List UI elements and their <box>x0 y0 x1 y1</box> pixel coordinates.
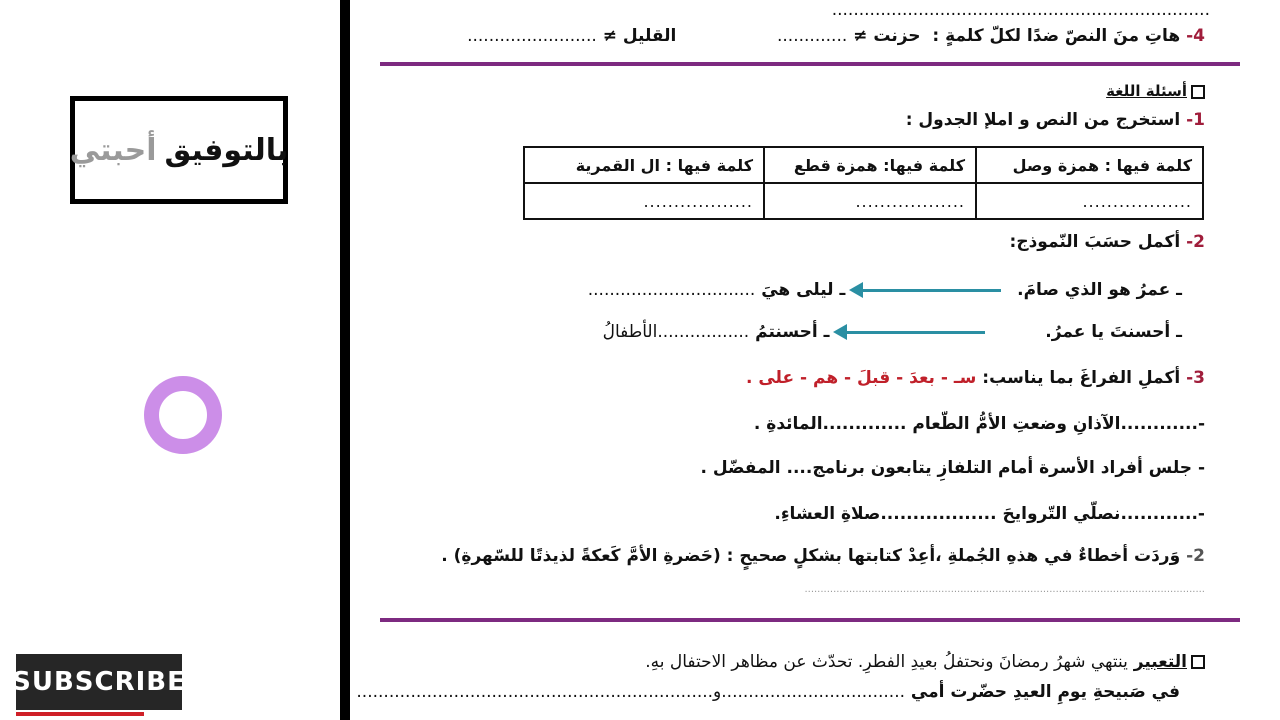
arrow-left-icon <box>845 331 985 334</box>
essay-start-text: في صَبيحةِ يومِ العيدِ حضّرت أمي <box>910 682 1180 702</box>
subscribe-button[interactable]: SUBSCRIBE <box>16 654 182 710</box>
brand-text-2: أحبتي <box>69 132 157 168</box>
q4-dots: .............................................................................................................................. <box>804 584 1205 595</box>
circle-icon <box>144 376 222 454</box>
table-cell: .................. <box>524 183 764 219</box>
q1-text: استخرج من النص و املإ الجدول : <box>905 110 1181 130</box>
table-cell: .................. <box>764 183 976 219</box>
checkbox-icon <box>1191 85 1205 99</box>
brand-text-1: بالتوفيق <box>164 132 289 168</box>
extraction-table <box>523 146 1204 220</box>
row2-dots: .................الأطفالُ <box>602 322 750 342</box>
question-2 <box>400 232 1205 252</box>
q3-sentence-1: -............الآذانِ وضعتِ الأمُّ الطّعام .............المائدةِ . <box>753 414 1205 434</box>
q-top-word2: القليل ≠ <box>602 26 677 46</box>
q4-text: وَردَت أخطاءٌ في هذهِ الجُملةِ ،أعِدْ كتابتها بشكلٍ صحيحٍ : <box>726 546 1181 566</box>
q-top-dots1: ............. <box>777 26 848 46</box>
table-header: كلمة فيها : ال القمرية <box>524 147 764 183</box>
arrow-left-icon <box>861 289 1001 292</box>
table-header: كلمة فيها: همزة قطع <box>764 147 976 183</box>
table-cell: .................. <box>976 183 1203 219</box>
essay-label: التعبير <box>1133 652 1187 672</box>
question-4 <box>400 546 1205 566</box>
row1-source: ـ عمرُ هو الذي صامَ. <box>1017 280 1182 300</box>
pattern-row-2 <box>400 322 1182 342</box>
question-4-top <box>400 26 1205 46</box>
worksheet <box>356 0 1260 720</box>
left-panel <box>0 0 340 720</box>
brand-box <box>70 96 288 204</box>
divider-line-2 <box>380 618 1240 622</box>
essay-start-dots: ..................................و.................................................................. <box>356 682 905 702</box>
row1-dots: ............................... <box>587 280 756 300</box>
q2-text: أكمل حسَبَ النّموذج: <box>1009 232 1181 252</box>
q3-sentence-2: - جلس أفراد الأسرة أمام التلفازِ يتابعون برنامج.... المفضّل . <box>700 458 1205 478</box>
q-top-word1: حزنت ≠ <box>853 26 921 46</box>
divider-line-1 <box>380 62 1240 66</box>
essay-prompt <box>400 652 1205 672</box>
q-top-text: هاتِ منَ النصّ ضدًا لكلّ كلمةٍ : <box>932 26 1181 46</box>
divider <box>340 0 350 720</box>
essay-start <box>356 682 1180 702</box>
q3-text: أكملِ الفراغَ بما يناسب: <box>982 368 1181 388</box>
q1-num: 1- <box>1186 110 1205 130</box>
row1-target: ـ ليلى هيَ <box>761 280 846 300</box>
essay-text: ينتهي شهرُ رمضانَ ونحتفلُ بعيدِ الفطرِ. تحدّث عن مظاهر الاحتفال بهِ. <box>645 652 1128 672</box>
section-language <box>400 82 1205 100</box>
question-3 <box>400 368 1205 388</box>
checkbox-icon <box>1191 655 1205 669</box>
q3-words: سـ - بعدَ - قبلَ - هم - على . <box>745 368 977 388</box>
q-top-dots2: ........................ <box>467 26 597 46</box>
question-1 <box>400 110 1205 130</box>
section-language-title: أسئلة اللغة <box>1106 82 1187 100</box>
row2-source: ـ أحسنتَ يا عمرُ. <box>1045 322 1182 342</box>
row2-target: ـ أحسنتمُ <box>755 322 830 342</box>
table-header: كلمة فيها : همزة وصل <box>976 147 1203 183</box>
pattern-row-1 <box>400 280 1182 300</box>
top-dots: ...................................................................... <box>831 0 1210 20</box>
q2-num: 2- <box>1186 232 1205 252</box>
q-top-num: 4- <box>1186 26 1205 46</box>
q4-num: 2- <box>1186 546 1205 566</box>
q3-sentence-3: -............نصلّي التّروايحَ ..................صلاةِ العشاءِ. <box>774 504 1205 524</box>
q3-num: 3- <box>1186 368 1205 388</box>
q4-sentence: (حَضرةِ الأمَّ كَعكةً لذيذتًا للسّهرةِ) . <box>441 546 721 566</box>
